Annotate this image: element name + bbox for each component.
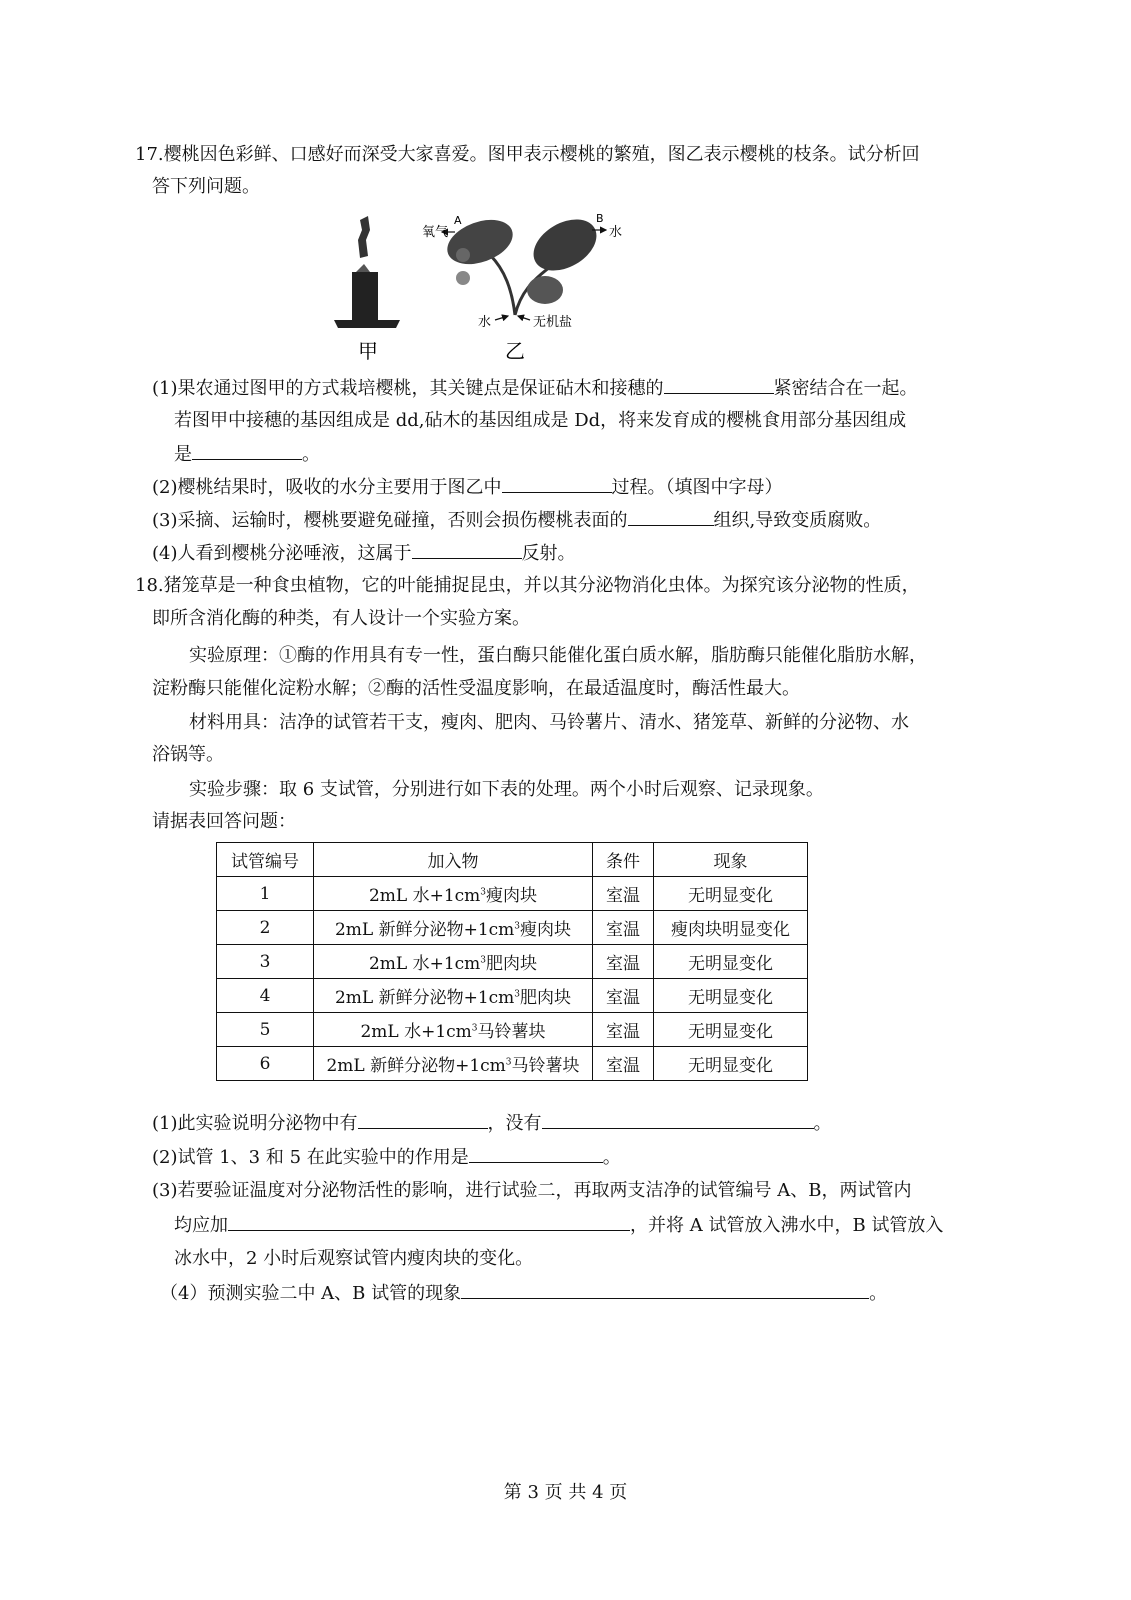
q17-sub2: (2)樱桃结果时，吸收的水分主要用于图乙中 过程。（填图中字母） <box>152 474 783 501</box>
table-row <box>217 877 808 911</box>
table-row <box>217 979 808 1013</box>
table-header-row <box>217 843 808 877</box>
answer-blank[interactable] <box>628 507 714 526</box>
q17-figure <box>330 210 630 370</box>
condition: 室温 <box>593 911 654 945</box>
answer-blank[interactable] <box>412 540 522 559</box>
answer-blank[interactable] <box>358 1110 488 1129</box>
q18-principle-line1: 实验原理：①酶的作用具有专一性，蛋白酶只能催化蛋白质水解，脂肪酶只能催化脂肪水解， <box>189 645 927 666</box>
q18-prompt: 请据表回答问题： <box>152 811 296 832</box>
q18-stem-line2: 即所含消化酶的种类，有人设计一个实验方案。 <box>152 608 530 629</box>
q18-sub2: (2)试管 1、3 和 5 在此实验中的作用是 。 <box>152 1144 621 1171</box>
table-row <box>217 1047 808 1081</box>
tube-id: 2 <box>217 911 314 945</box>
answer-blank[interactable] <box>542 1110 814 1129</box>
header-cell: 加入物 <box>314 843 593 877</box>
q17-stem-line1: 17.樱桃因色彩鲜、口感好而深受大家喜爱。图甲表示樱桃的繁殖，图乙表示樱桃的枝条。试分析回 <box>135 144 920 165</box>
header-cell: 条件 <box>593 843 654 877</box>
answer-blank[interactable] <box>461 1280 869 1299</box>
table-row <box>217 1013 808 1047</box>
addition: 2mL 水$+1cm^3$马铃薯块 <box>314 1013 593 1047</box>
q17-sub3: (3)采摘、运输时，樱桃要避免碰撞，否则会损伤樱桃表面的 组织,导致变质腐败。 <box>152 507 881 534</box>
header-cell: 试管编号 <box>217 843 314 877</box>
tube-id: 4 <box>217 979 314 1013</box>
answer-blank[interactable] <box>664 375 774 394</box>
tube-id: 5 <box>217 1013 314 1047</box>
tube-id: 1 <box>217 877 314 911</box>
label-yi: 乙 <box>505 339 525 363</box>
condition: 室温 <box>593 979 654 1013</box>
q18-sub3-line3: 冰水中，2 小时后观察试管内瘦肉块的变化。 <box>174 1248 534 1269</box>
page-footer: 第 3 页 共 4 页 <box>503 1482 628 1503</box>
q17-sub1-line1: (1)果农通过图甲的方式栽培樱桃，其关键点是保证砧木和接穗的 紧密结合在一起。 <box>152 375 918 402</box>
tube-id: 3 <box>217 945 314 979</box>
label-A: A <box>454 214 462 227</box>
result: 无明显变化 <box>654 877 808 911</box>
q17-sub1-line3: 是 。 <box>174 441 320 468</box>
answer-blank[interactable] <box>502 474 612 493</box>
q18-steps: 实验步骤：取 6 支试管，分别进行如下表的处理。两个小时后观察、记录现象。 <box>189 779 824 800</box>
q18-sub3-line1: (3)若要验证温度对分泌物活性的影响，进行试验二，再取两支洁净的试管编号 A、B，两试管内 <box>152 1180 912 1201</box>
water-bottom-label: 水 <box>478 315 492 330</box>
q17-stem-line2: 答下列问题。 <box>152 176 260 197</box>
result: 无明显变化 <box>654 979 808 1013</box>
label-B: B <box>596 212 604 225</box>
result: 瘦肉块明显变化 <box>654 911 808 945</box>
addition: 2mL 新鲜分泌物$+1cm^3$马铃薯块 <box>314 1047 593 1081</box>
q18-sub1: (1)此实验说明分泌物中有 ，没有 。 <box>152 1110 832 1137</box>
label-jia: 甲 <box>358 339 378 363</box>
q17-sub1-line2: 若图甲中接穗的基因组成是 dd,砧木的基因组成是 Dd，将来发育成的樱桃食用部分基因组成 <box>174 410 907 431</box>
q18-sub4: （4）预测实验二中 A、B 试管的现象 。 <box>160 1280 887 1307</box>
header-cell: 现象 <box>654 843 808 877</box>
q18-stem-line1: 18.猪笼草是一种食虫植物，它的叶能捕捉昆虫，并以其分泌物消化虫体。为探究该分泌物的性质， <box>135 575 920 596</box>
result: 无明显变化 <box>654 1047 808 1081</box>
result: 无明显变化 <box>654 945 808 979</box>
condition: 室温 <box>593 877 654 911</box>
addition: 2mL 新鲜分泌物$+1cm^3$瘦肉块 <box>314 911 593 945</box>
experiment-table <box>216 842 808 1081</box>
salt-label: 无机盐 <box>533 315 573 330</box>
table-row <box>217 945 808 979</box>
tube-id: 6 <box>217 1047 314 1081</box>
answer-blank[interactable] <box>228 1212 630 1231</box>
addition: 2mL 新鲜分泌物$+1cm^3$肥肉块 <box>314 979 593 1013</box>
q18-materials-line1: 材料用具：洁净的试管若干支，瘦肉、肥肉、马铃薯片、清水、猪笼草、新鲜的分泌物、水 <box>189 712 909 733</box>
cherry-illustration <box>330 210 630 370</box>
addition: 2mL 水$+1cm^3$肥肉块 <box>314 945 593 979</box>
result: 无明显变化 <box>654 1013 808 1047</box>
graft-drawing <box>334 216 400 328</box>
condition: 室温 <box>593 1047 654 1081</box>
water-top-label: 水 <box>609 225 623 240</box>
q18-principle-line2: 淀粉酶只能催化淀粉水解；②酶的活性受温度影响，在最适温度时，酶活性最大。 <box>152 678 800 699</box>
q18-materials-line2: 浴锅等。 <box>152 744 224 765</box>
branch-drawing <box>441 210 605 315</box>
condition: 室温 <box>593 1013 654 1047</box>
q18-sub3-line2: 均应加 ，并将 A 试管放入沸水中，B 试管放入 <box>174 1212 943 1239</box>
q17-sub4: (4)人看到樱桃分泌唾液，这属于 反射。 <box>152 540 576 567</box>
answer-blank[interactable] <box>192 441 302 460</box>
addition: 2mL 水$+1cm^3$瘦肉块 <box>314 877 593 911</box>
condition: 室温 <box>593 945 654 979</box>
answer-blank[interactable] <box>469 1144 603 1163</box>
table-row <box>217 911 808 945</box>
oxygen-label: 氧气 <box>422 225 449 240</box>
